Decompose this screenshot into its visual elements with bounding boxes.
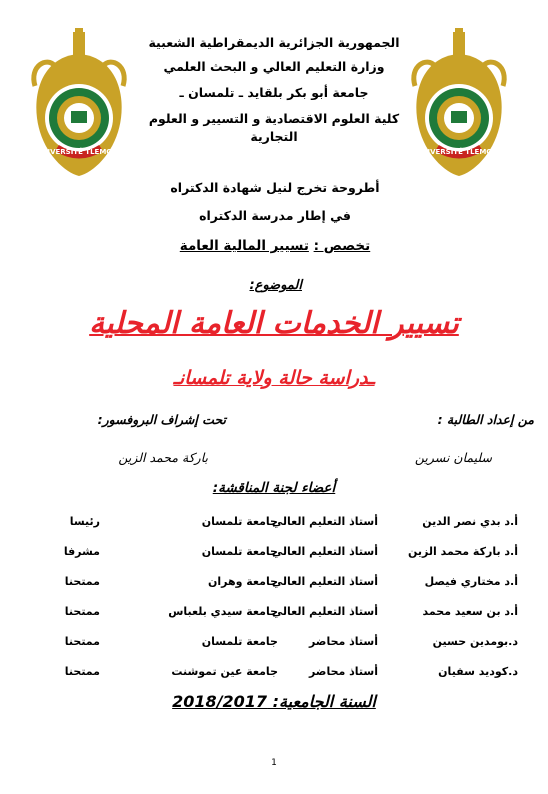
member-university: جامعة عين تموشنت bbox=[171, 665, 278, 678]
member-rank: أستاذ التعليم العالي bbox=[271, 545, 378, 558]
member-name: أ.د باركة محمد الزين bbox=[408, 545, 518, 558]
member-university: جامعة تلمسان bbox=[201, 515, 278, 528]
committee-row bbox=[0, 635, 548, 653]
prepared-by-label: من إعداد الطالبة : bbox=[437, 412, 534, 427]
main-title: تسيير الخدمات العامة المحلية bbox=[89, 306, 459, 341]
member-rank: أستاذ محاضر bbox=[308, 665, 378, 678]
committee-title: أعضاء لجنة المناقشة: bbox=[212, 480, 336, 496]
member-university: جامعة وهران bbox=[207, 575, 278, 588]
member-name: أ.د مختاري فيصل bbox=[424, 575, 518, 588]
member-university: جامعة تلمسان bbox=[201, 635, 278, 648]
page-number: 1 bbox=[271, 758, 277, 768]
header-block bbox=[140, 34, 408, 146]
member-rank: أستاذ التعليم العالي bbox=[271, 515, 378, 528]
logo-right-text: UNIVERSITÉ TLEMCEN bbox=[415, 148, 503, 156]
member-role: ممتحنا bbox=[64, 665, 100, 678]
supervisor-name: باركة محمد الزين bbox=[118, 450, 208, 465]
member-name: أ.د بدي نصر الدين bbox=[422, 515, 518, 528]
committee-row bbox=[0, 665, 548, 683]
ministry-line: وزارة التعليم العالي و البحث العلمي bbox=[163, 59, 385, 74]
specialization-value: تسيير المالية العامة bbox=[179, 238, 309, 254]
subject-label: الموضوع: bbox=[249, 278, 302, 293]
member-role: رئيسا bbox=[69, 515, 100, 528]
member-name: أ.د بن سعيد محمد bbox=[422, 605, 518, 618]
university-line: جامعة أبو بكر بلقايد ـ تلمسان ـ bbox=[179, 85, 369, 100]
member-university: جامعة تلمسان bbox=[201, 545, 278, 558]
member-name: د.بومدين حسين bbox=[432, 635, 518, 648]
thesis-line: أطروحة تخرج لنيل شهادة الدكتراه bbox=[170, 180, 380, 195]
university-logo-left bbox=[27, 26, 131, 178]
case-study-title: ـدراسة حالة ولاية تلمسانـ bbox=[173, 367, 375, 389]
faculty-line-1: كلية العلوم الاقتصادية و التسيير و العلوم bbox=[148, 111, 400, 126]
specialization-label: تخصص : bbox=[313, 238, 371, 254]
school-line: في إطار مدرسة الدكتراه bbox=[199, 208, 351, 223]
faculty-line-2: التجارية bbox=[250, 129, 298, 144]
member-rank: أستاذ التعليم العالي bbox=[271, 575, 378, 588]
member-role: ممتحنا bbox=[64, 605, 100, 618]
specialization bbox=[130, 238, 420, 254]
member-role: ممتحنا bbox=[64, 575, 100, 588]
member-university: جامعة سيدي بلعباس bbox=[168, 605, 278, 618]
member-rank: أستاذ التعليم العالي bbox=[271, 605, 378, 618]
member-role: مشرفا bbox=[63, 545, 100, 558]
student-name: سليمان نسرين bbox=[414, 450, 492, 465]
committee-row bbox=[0, 575, 548, 593]
academic-year: السنة الجامعية: 2018/2017 bbox=[172, 692, 376, 711]
logo-left-text: UNIVERSITÉ TLEMCEN bbox=[35, 148, 123, 156]
supervised-by-label: تحت إشراف البروفسور: bbox=[97, 412, 226, 427]
committee-row bbox=[0, 605, 548, 623]
committee-row bbox=[0, 545, 548, 563]
member-rank: أستاذ محاضر bbox=[308, 635, 378, 648]
member-name: د.كوديد سفيان bbox=[438, 665, 518, 678]
republic-line: الجمهورية الجزائرية الديمقراطية الشعبية bbox=[148, 35, 400, 50]
member-role: ممتحنا bbox=[64, 635, 100, 648]
committee-row bbox=[0, 515, 548, 533]
university-logo-right bbox=[407, 26, 511, 178]
